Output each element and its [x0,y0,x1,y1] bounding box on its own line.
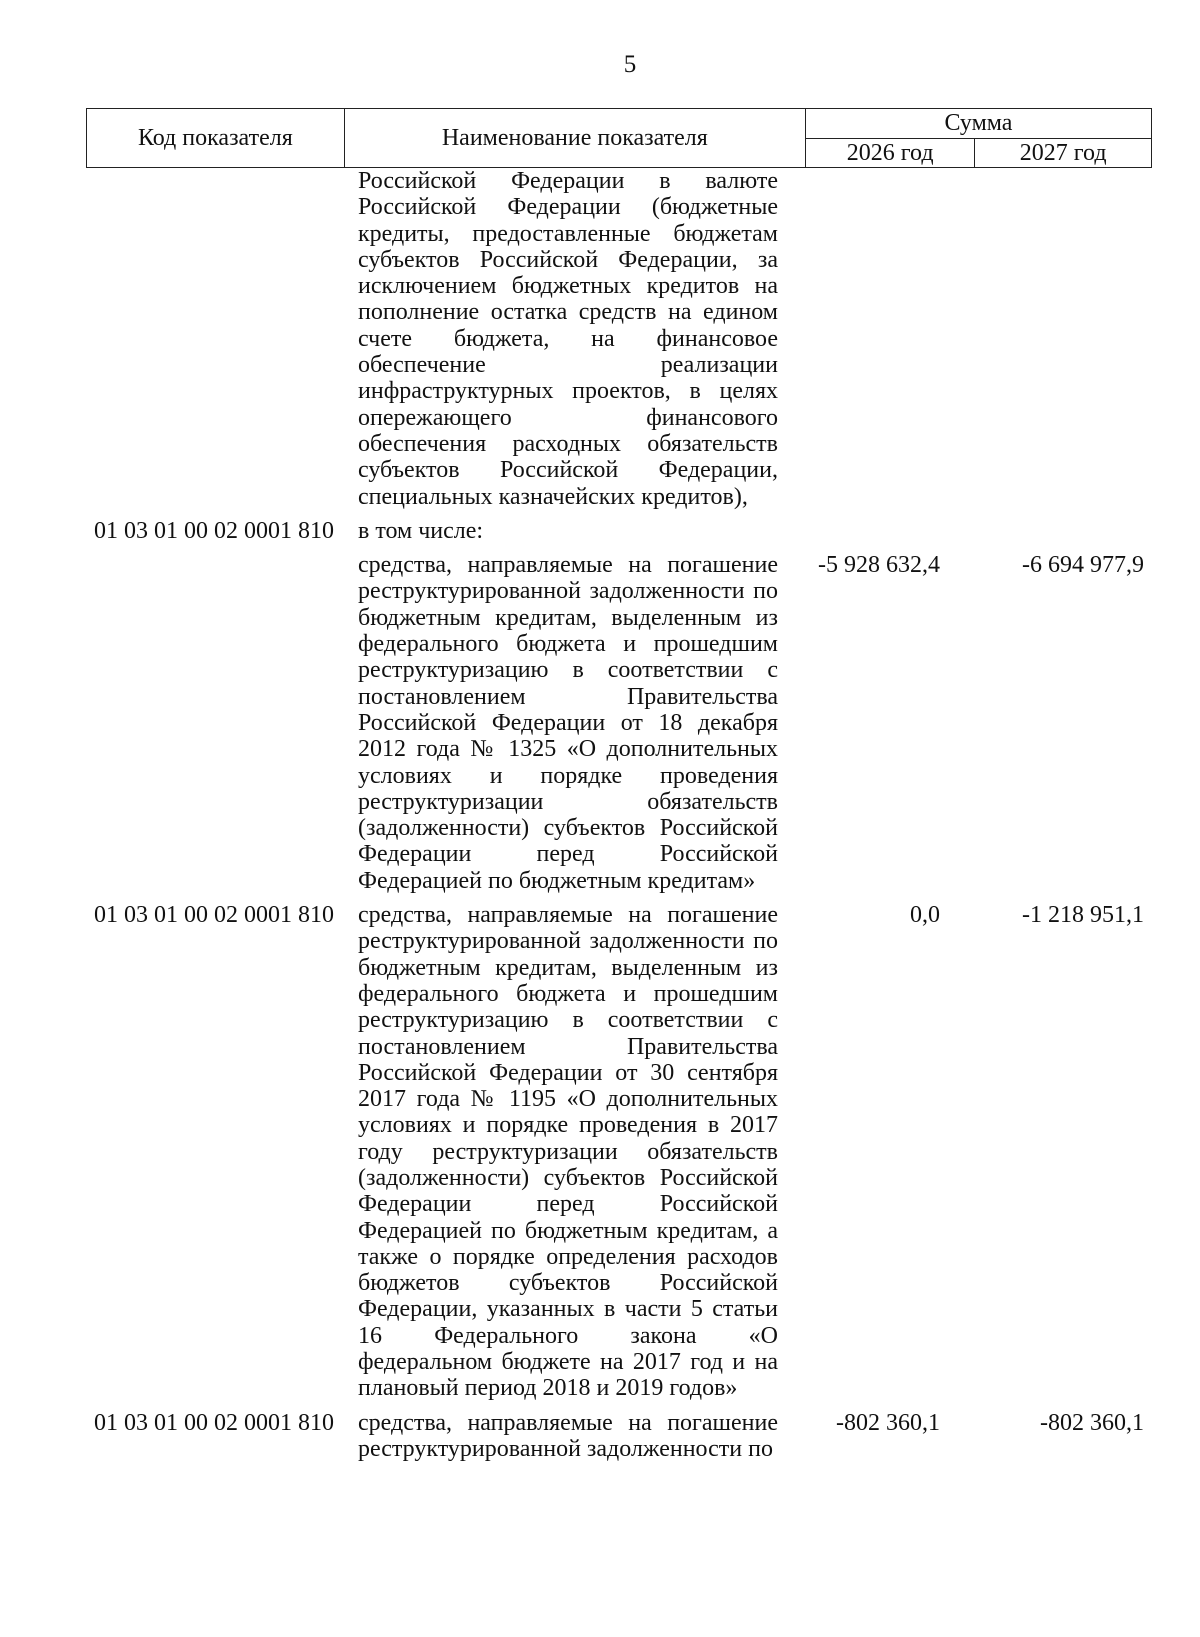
row-name: средства, направляемые на погашение реструктурированной задолженности по бюджетным кредитам, выделенным из федерального бюджета и прошедшим реструктуризацию в соответствии с постановлением Правительства Российской Федерации от 30 сентября 2017 года № 1195 «О дополнительных условиях и порядке проведения в 2017 году реструктуризации обязательств (задолженности) субъектов Российской Федерации перед Российской Федерацией по бюджетным кредитам, а также о порядке определения расходов бюджетов субъектов Российской Федерации, указанных в части 5 статьи 16 Федерального закона «О федеральном бюджете на 2017 год и на плановый период 2018 и 2019 годов» [358,902,778,1402]
row-name: Российской Федерации в валюте Российской Федерации (бюджетные кредиты, предоставленные бюджетам субъектов Российской Федерации, за исключением бюджетных кредитов на пополнение остатка средств на едином счете бюджета, на финансовое обеспечение реализации инфраструктурных проектов, в целях опережающего финансового обеспечения расходных обязательств субъектов Российской Федерации, специальных казначейских кредитов), [358,168,778,510]
table-header [86,108,1152,168]
header-year-2027: 2027 год [975,138,1152,168]
header-name: Наименование показателя [344,109,805,168]
table-row [86,518,1152,544]
row-value-2026: -802 360,1 [836,1409,940,1436]
page-number: 5 [623,51,637,78]
row-value-2026: 0,0 [910,902,940,929]
header-sum: Сумма [805,109,1151,139]
row-name: средства, направляемые на погашение реструктурированной задолженности по бюджетным кредитам, выделенным из федерального бюджета и прошедшим реструктуризацию в соответствии с постановлением Правительства Российской Федерации от 18 декабря 2012 года № 1325 «О дополнительных условиях и порядке проведения реструктуризации обязательств (задолженности) субъектов Российской Федерации перед Российской Федерацией по бюджетным кредитам» [358,552,778,894]
header-code: Код показателя [87,109,345,168]
row-code: 01 03 01 00 02 0001 810 [94,1409,334,1436]
table-row [86,552,1152,894]
table-row [86,1410,1152,1463]
table-body [86,168,1152,1462]
row-name: в том числе: [358,517,484,544]
row-code: 01 03 01 00 02 0001 810 [94,517,334,544]
row-value-2027: -802 360,1 [1040,1409,1144,1436]
row-value-2027: -6 694 977,9 [1022,552,1144,579]
row-code: 01 03 01 00 02 0001 810 [94,902,334,929]
header-year-2026: 2026 год [805,138,974,168]
row-name: средства, направляемые на погашение реструктурированной задолженности по [358,1409,778,1462]
row-value-2027: -1 218 951,1 [1022,902,1144,929]
row-value-2026: -5 928 632,4 [818,552,940,579]
table-row [86,902,1152,1402]
table-row [86,168,1152,510]
